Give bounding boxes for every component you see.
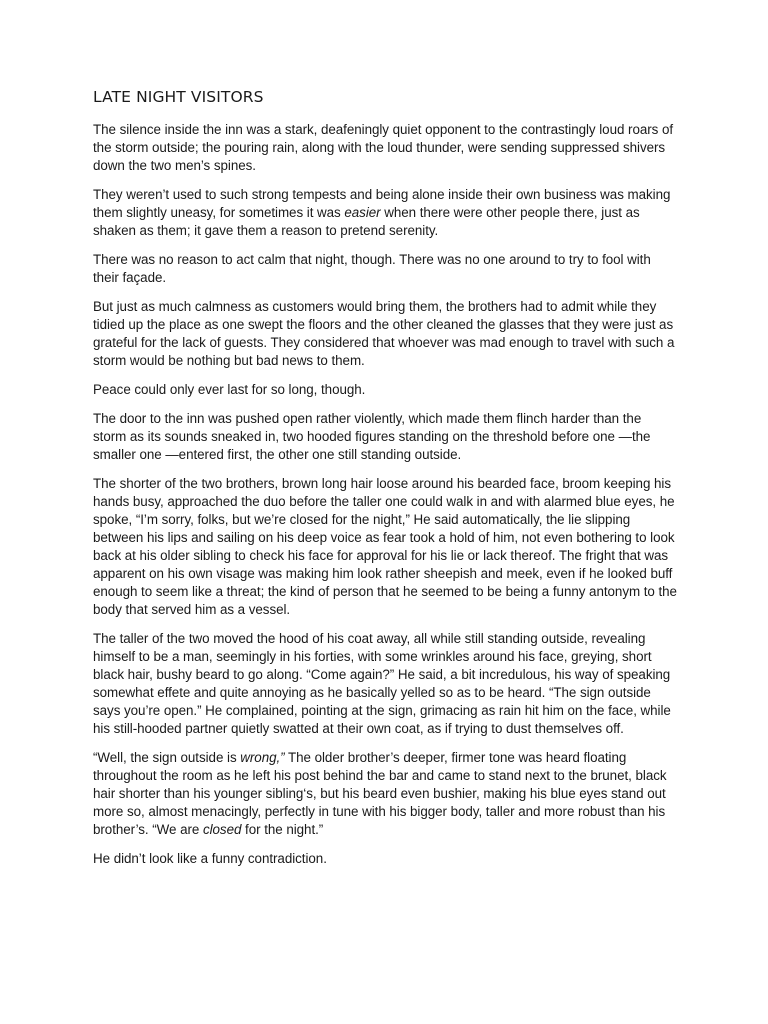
document-body bbox=[93, 121, 678, 868]
text-run: But just as much calmness as customers would bring them, the brothers had to admit while they tidied up the place as one swept the floors and the other cleaned the glasses that they were just as grateful for the lack of guests. They considered that whoever was mad enough to travel with such a storm would be nothing but bad news to them. bbox=[93, 299, 675, 368]
paragraph bbox=[93, 121, 678, 175]
text-run: The silence inside the inn was a stark, deafeningly quiet opponent to the contrastingly loud roars of the storm outside; the pouring rain, along with the loud thunder, were sending suppressed shivers down the two men’s spines. bbox=[93, 122, 674, 173]
text-run: The shorter of the two brothers, brown long hair loose around his bearded face, broom keeping his hands busy, approached the duo before the taller one could walk in and with alarmed blue eyes, he spoke, “I’m sorry, folks, but we’re closed for the night,” He said automatically, the lie slipping between his lips and sailing on his deep voice as fear took a hold of him, not even bothering to look back at his older sibling to check his face for approval for his lie or lack thereof. The fright that was apparent on his own visage was making him look rather sheepish and meek, even if he looked buff enough to seem like a threat; the kind of person that he seemed to be being a funny antonym to the body that served him as a vessel. bbox=[93, 476, 677, 617]
text-run: The door to the inn was pushed open rather violently, which made them flinch harder than the storm as its sounds sneaked in, two hooded figures standing on the threshold before one —the smaller one —entered first, the other one still standing outside. bbox=[93, 411, 651, 462]
italic-text-run: wrong,” bbox=[240, 750, 285, 765]
paragraph bbox=[93, 381, 678, 399]
paragraph bbox=[93, 251, 678, 287]
text-run: He didn’t look like a funny contradiction. bbox=[93, 851, 327, 866]
text-run: for the night.” bbox=[241, 822, 324, 837]
text-run: There was no reason to act calm that night, though. There was no one around to try to fool with their façade. bbox=[93, 252, 651, 285]
paragraph bbox=[93, 475, 678, 619]
paragraph bbox=[93, 749, 678, 839]
paragraph bbox=[93, 630, 678, 738]
text-run: The older brother’s deeper, firmer tone was heard floating throughout the room as he left his post behind the bar and came to stand next to the brunet, black hair shorter than his younger sibling‘s, but his beard even bushier, making his blue eyes stand out more so, almost menacingly, perfectly in tune with his bigger body, taller and more robust than his brother’s. “We are bbox=[93, 750, 667, 837]
text-run: when there were other people there, just as shaken as them; it gave them a reason to pretend serenity. bbox=[93, 205, 640, 238]
text-run: Peace could only ever last for so long, though. bbox=[93, 382, 366, 397]
paragraph bbox=[93, 410, 678, 464]
document-page bbox=[93, 86, 678, 879]
paragraph bbox=[93, 850, 678, 868]
text-run: “Well, the sign outside is bbox=[93, 750, 241, 765]
text-run: They weren’t used to such strong tempests and being alone inside their own business was making them slightly uneasy, for sometimes it was bbox=[93, 187, 671, 220]
italic-text-run: easier bbox=[344, 205, 381, 220]
paragraph bbox=[93, 298, 678, 370]
paragraph bbox=[93, 186, 678, 240]
italic-text-run: closed bbox=[202, 822, 242, 837]
text-run: The taller of the two moved the hood of his coat away, all while still standing outside, revealing himself to be a man, seemingly in his forties, with some wrinkles around his face, greying, short black hair, bushy beard to go along. “Come again?” He said, a bit incredulous, his way of speaking somewhat effete and quite annoying as he basically yelled so as to be heard. “The sign outside says you’re open.” He complained, pointing at the sign, grimacing as rain hit him on the face, while his still-hooded partner quietly swatted at their own coat, as if trying to dust themselves off. bbox=[93, 631, 671, 736]
document-title: LATE NIGHT VISITORS bbox=[93, 88, 264, 106]
